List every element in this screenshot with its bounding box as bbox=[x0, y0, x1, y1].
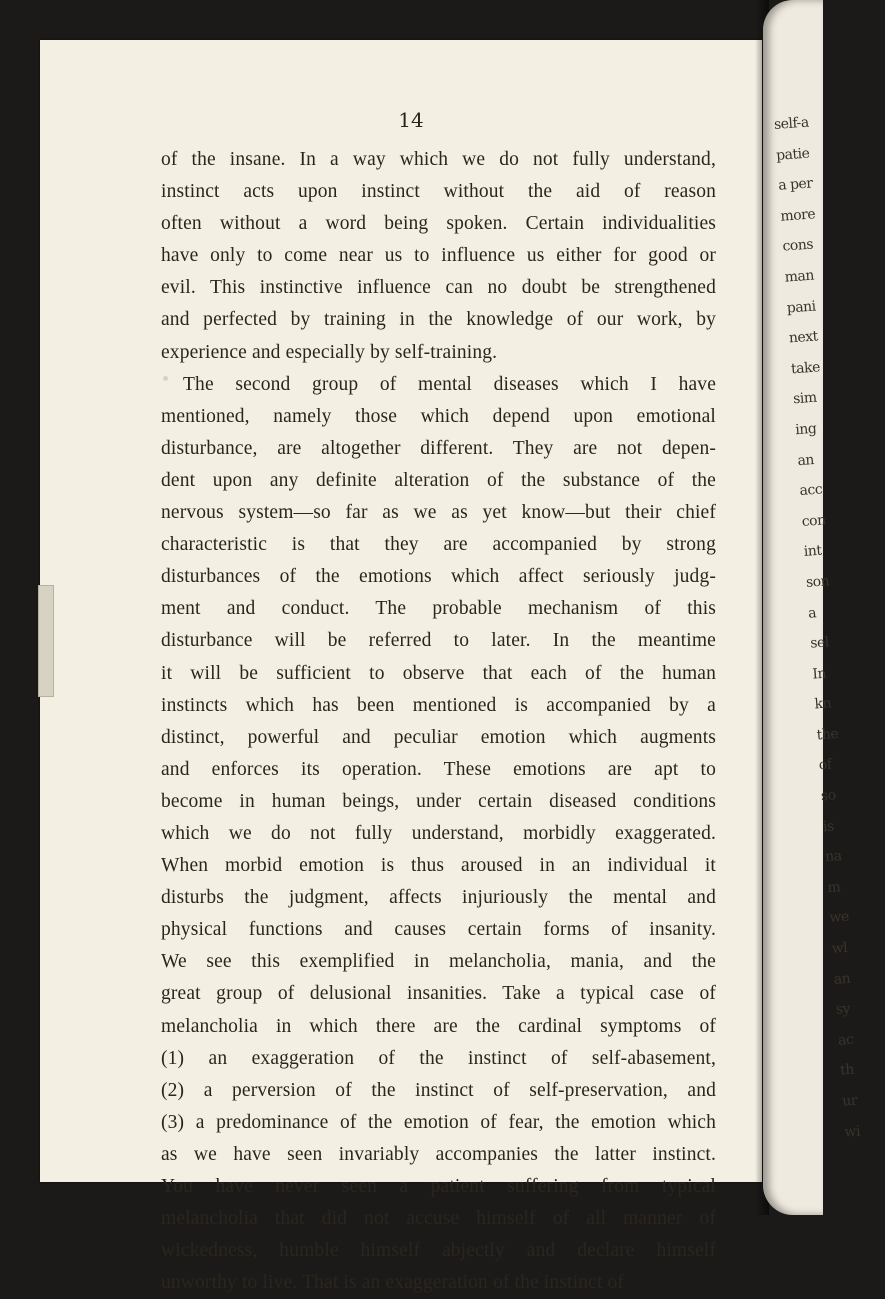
text-line: You have never seen a patient suffering from typical bbox=[161, 1176, 716, 1197]
text-line: as we have seen invariably accompanies the latter instinct. bbox=[161, 1143, 716, 1165]
adjacent-text-fragment: acc bbox=[799, 481, 823, 500]
adjacent-text-fragment: wl bbox=[831, 939, 848, 957]
text-line: disturbs the judgment, affects injuriously the mental and bbox=[161, 887, 716, 909]
text-line: physical functions and causes certain forms of insanity. bbox=[161, 919, 716, 941]
adjacent-text-fragment: so bbox=[820, 787, 837, 805]
text-line: disturbance will be referred to later. In the meantime bbox=[161, 630, 716, 652]
adjacent-text-fragment: an bbox=[833, 970, 851, 988]
text-line: melancholia in which there are the cardinal symptoms of bbox=[161, 1015, 716, 1037]
page-number: 14 bbox=[398, 108, 424, 132]
text-line: (2) a perversion of the instinct of self-preservation, and bbox=[161, 1079, 716, 1101]
adjacent-text-fragment: m bbox=[826, 879, 841, 896]
adjacent-text-fragment: next bbox=[788, 328, 819, 347]
adjacent-text-fragment: self-a bbox=[773, 114, 810, 133]
text-line: experience and especially by self-training. bbox=[161, 341, 498, 363]
text-line: and enforces its operation. These emotions are apt to bbox=[161, 758, 716, 780]
adjacent-text-fragment: take bbox=[790, 359, 821, 378]
text-line: often without a word being spoken. Certain individualities bbox=[161, 213, 716, 235]
text-line: distinct, powerful and peculiar emotion which augments bbox=[161, 726, 716, 748]
text-line: instincts which has been mentioned is accompanied by a bbox=[161, 694, 716, 716]
text-line: ment and conduct. The probable mechanism of this bbox=[161, 598, 716, 620]
text-line: have only to come near us to influence us either for good or bbox=[161, 245, 716, 267]
adjacent-text-fragment: ing bbox=[794, 420, 817, 439]
adjacent-text-fragment: man bbox=[784, 267, 815, 286]
adjacent-text-fragment: wi bbox=[843, 1123, 861, 1141]
adjacent-text-fragment: son bbox=[805, 573, 830, 591]
adjacent-text-fragment: patie bbox=[775, 145, 810, 164]
adjacent-text-fragment: sy bbox=[835, 1001, 851, 1019]
text-line: mentioned, namely those which depend upon emotional bbox=[161, 405, 716, 427]
text-line: which we do not fully understand, morbidly exaggerated. bbox=[161, 822, 716, 844]
adjacent-text-fragment: int bbox=[803, 543, 823, 561]
text-line: evil. This instinctive influence can no doubt be strengthened bbox=[161, 277, 716, 299]
adjacent-text-fragment: of bbox=[818, 757, 833, 774]
adjacent-text-fragment: cons bbox=[782, 236, 814, 256]
text-line: disturbances of the emotions which affect seriously judg- bbox=[161, 566, 716, 588]
text-line: We see this exemplified in melancholia, mania, and the bbox=[161, 951, 716, 973]
adjacent-text-fragment: a bbox=[807, 604, 817, 622]
text-line: unworthy to live. That is an exaggeration of the instinct of bbox=[161, 1272, 624, 1294]
text-line: characteristic is that they are accompanied by strong bbox=[161, 534, 716, 556]
adjacent-text-fragment: kn bbox=[814, 695, 832, 713]
page-body-text bbox=[161, 144, 716, 1299]
adjacent-text-fragment: ac bbox=[837, 1031, 854, 1049]
adjacent-text-fragment: pani bbox=[786, 298, 817, 317]
text-line: great group of delusional insanities. Take a typical case of bbox=[161, 983, 716, 1005]
adjacent-text-fragment: an bbox=[796, 451, 815, 469]
text-line: instinct acts upon instinct without the aid of reason bbox=[161, 181, 716, 203]
text-line: When morbid emotion is thus aroused in an individual it bbox=[161, 855, 716, 877]
text-line: (1) an exaggeration of the instinct of self-abasement, bbox=[161, 1047, 716, 1069]
adjacent-text-fragment: na bbox=[824, 848, 843, 866]
text-line: wickedness, humble himself abjectly and declare himself bbox=[161, 1240, 716, 1262]
text-line: melancholia that did not accuse himself of all manner of bbox=[161, 1208, 716, 1230]
adjacent-text-fragment: sim bbox=[792, 390, 818, 408]
adjacent-text-fragment: con bbox=[801, 512, 827, 530]
adjacent-text-fragment: In bbox=[811, 665, 827, 683]
adjacent-text-fragment: th bbox=[839, 1062, 855, 1080]
adjacent-page-edge bbox=[763, 0, 861, 1215]
adjacent-text-fragment: a per bbox=[777, 175, 814, 194]
page-clip-mark bbox=[38, 585, 54, 697]
text-line: nervous system—so far as we as yet know—but their chief bbox=[161, 502, 716, 524]
adjacent-text-fragment: the bbox=[816, 725, 839, 744]
adjacent-page-text bbox=[773, 107, 885, 1147]
text-line: of the insane. In a way which we do not fully understand, bbox=[161, 149, 716, 170]
text-line: disturbance, are altogether different. They are not depen- bbox=[161, 437, 716, 459]
text-line: dent upon any definite alteration of the substance of the bbox=[161, 469, 716, 491]
book-page bbox=[40, 40, 762, 1294]
adjacent-text-fragment: is bbox=[822, 818, 835, 835]
adjacent-text-fragment: ur bbox=[841, 1092, 858, 1110]
text-line: and perfected by training in the knowledge of our work, by bbox=[161, 309, 716, 331]
text-line: become in human beings, under certain diseased conditions bbox=[161, 790, 716, 812]
adjacent-text-fragment: sel bbox=[809, 634, 830, 652]
text-line: (3) a predominance of the emotion of fear, the emotion which bbox=[161, 1111, 716, 1133]
adjacent-text-fragment: more bbox=[779, 206, 816, 225]
text-line: The second group of mental diseases which I have bbox=[183, 373, 716, 395]
text-line: it will be sufficient to observe that each of the human bbox=[161, 662, 716, 684]
adjacent-text-fragment: we bbox=[828, 909, 850, 927]
